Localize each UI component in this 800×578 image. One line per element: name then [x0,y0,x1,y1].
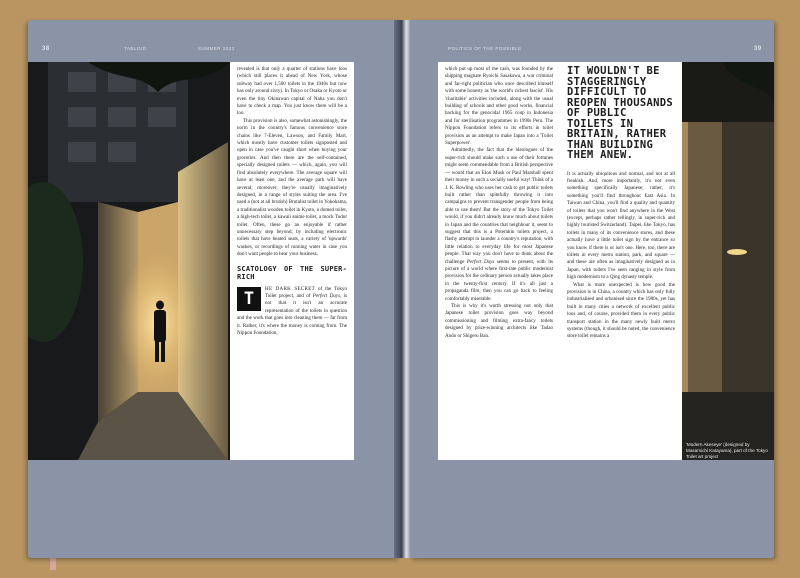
left-text-column [230,62,354,460]
body-paragraph: It is actually ubiquitous and normal, and not at all freakish. And, more importantly, it's not even something specifically Japanese; rather, it's something you'll find throughout East Asia. In Taiwan and China, you'll find a quality and quantity of toilets that you won't find anywhere in the West (except, perhaps rather tellingly, in super-rich and highly touristed Switzerland). Taipei, like Tokyo, has toilets in many of its convenience stores, and these actually have a little toilet sign by the entrance so you know if there is or isn't one. Here, too, there are toilets in every metro station, park, and square — and these are often as imaginatively designed as in Japan, with toilets I've seen ranging in style from high modernism to a Qing dynasty temple. [567,170,675,281]
right-running-section: POLITICS OF THE POSSIBLE [448,46,522,51]
body-paragraph: This provision is also, somewhat astonishingly, the norm in the country's famous convenience store chains like 7-Eleven, Lawson, and Family Mart, which mostly have customer toilets signposted and open in case you've caught short when buying your groceries. And then there are the self-contained, specially designed toilets — which, again, you will find absolutely everywhere. The average square will have at least one, and the average park will have several; moreover, they're usually imaginatively designed, in a range of styles suiting the area. I've used a (not at all brutish) Brutalist toilet in Yokohama, a traditionalist wooden toilet in Kyoto, a domed toilet, a high-tech toilet, a kawaii anime toilet, a mock Tudor toilet. Often, these go an enjoyable if rather unnecessary step beyond, by including electronic toilets that have heated seats, a variety of 'upwards' washes, or recordings of running water in case you don't want people to hear your business. [237,117,347,258]
right-text-column-2 [560,62,682,460]
pull-quote: IT WOULDN'T BE STAGGERINGLY DIFFICULT TO REOPEN THOUSANDS OF PUBLIC TOILETS IN BRITAIN, RATHER THAN BUILDING THEM ANEW. [567,65,673,161]
body-paragraph: revealed is that only a quarter of stations have loos (which still places it ahead of New York, whose subway had over 1,500 toilets in the 1940s but now has only around sixty). In Tokyo or Osaka or Kyoto or even the tiny Okinawan capital of Naha you don't have to check a map. You just know there will be a loo. [237,66,347,117]
film-title: Perfect Days [466,258,495,265]
dropcap-text: of the Tokyo Toilet project, and of [265,285,347,299]
right-photo [682,62,774,460]
left-page-number: 38 [42,46,50,52]
dropcap-paragraph [237,286,347,338]
left-page [28,20,400,558]
body-paragraph: What is more unexpected is how good the provision is in China, a country which has only fully industrialised and urbanised since the 1980s, yet has built in many cities a network of excellent public loos and, of course, provided them in every public transport station in the many newly built metro systems (though, it should be noted, the convenience store toilet remains a [567,281,675,340]
photo-caption: 'Modern Akeseye' (designed by Masamichi Katayama), part of the Tokyo Toilet art project [686,442,768,460]
film-title: Perfect Days [312,292,341,299]
left-running-issue: SUMMER 2023 [198,46,235,51]
body-text: seems to present, with its picture of a world where first-rate public modernist provision for the ordinary person actually takes place in the twenty-first century. If it's all just a propaganda film, then you can go back to feeling comfortably miserable. [445,258,553,302]
toilet-walkway-photo [28,62,230,460]
section-subhead: SCATOLOGY OF THE SUPER-RICH [237,264,347,281]
left-photo [28,62,230,460]
toilet-exterior-photo [682,62,774,460]
right-page [410,20,774,558]
magazine-spread [28,20,774,558]
right-text-column-1 [438,62,560,460]
body-paragraph: This is why it's worth stressing not only that Japanese toilet provision goes way beyond commissioning and filming extra-fancy toilets designed by prize-winning architects like Tadao Ando or Shigeru Ban. [445,303,553,339]
left-running-section: TABLOID [124,46,147,51]
dropcap-text-continued: , is not that it isn't an accurate representation of the toilets in question and the work that goes into cleaning them — far from it. Rather, it's where the money is coming from. The Nippon Foundation, [237,292,347,336]
body-paragraph [445,147,553,303]
dropcap-lead: HE DARK SECRET [265,285,315,292]
right-page-number: 39 [754,46,762,52]
body-text: Admittedly, the fact that the ideologues of the super-rich should make such a use of their fortunes might seem commendable from a British perspective — would that an Elon Musk or Paul Marshall spent their money in such a socially useful way! Think of a J. K. Rowling who uses her cash to get public toilets built rather than spitefully throwing it into campaigns to prevent transgender people from being able to use them! But the story of the Tokyo Toilet would, if you didn't already know much about toilets in Japan and the countries that neighbour it, seem to suggest that this is a Potemkin toilets project, a flashy attempt to launder a country's reputation, with little relation to everyday life for most Japanese people. That way you don't have to think about the challenge [445,147,553,265]
body-paragraph: which put up most of the cash, was founded by the shipping magnate Ryoichi Sasakawa, a war criminal and far-right politician who once described himself with some honesty as 'the world's richest fascist'. His 'charitable' activities included, along with the usual building of schools and other good works, financial backing for the genocidal 1965 coup in Indonesia and for sterilisation programmes in 1990s Peru. The Nippon Foundation refers to its efforts in toilet provision as an attempt to make Japan into a 'Toilet Superpower'. [445,66,553,147]
dropcap: T [237,287,261,311]
